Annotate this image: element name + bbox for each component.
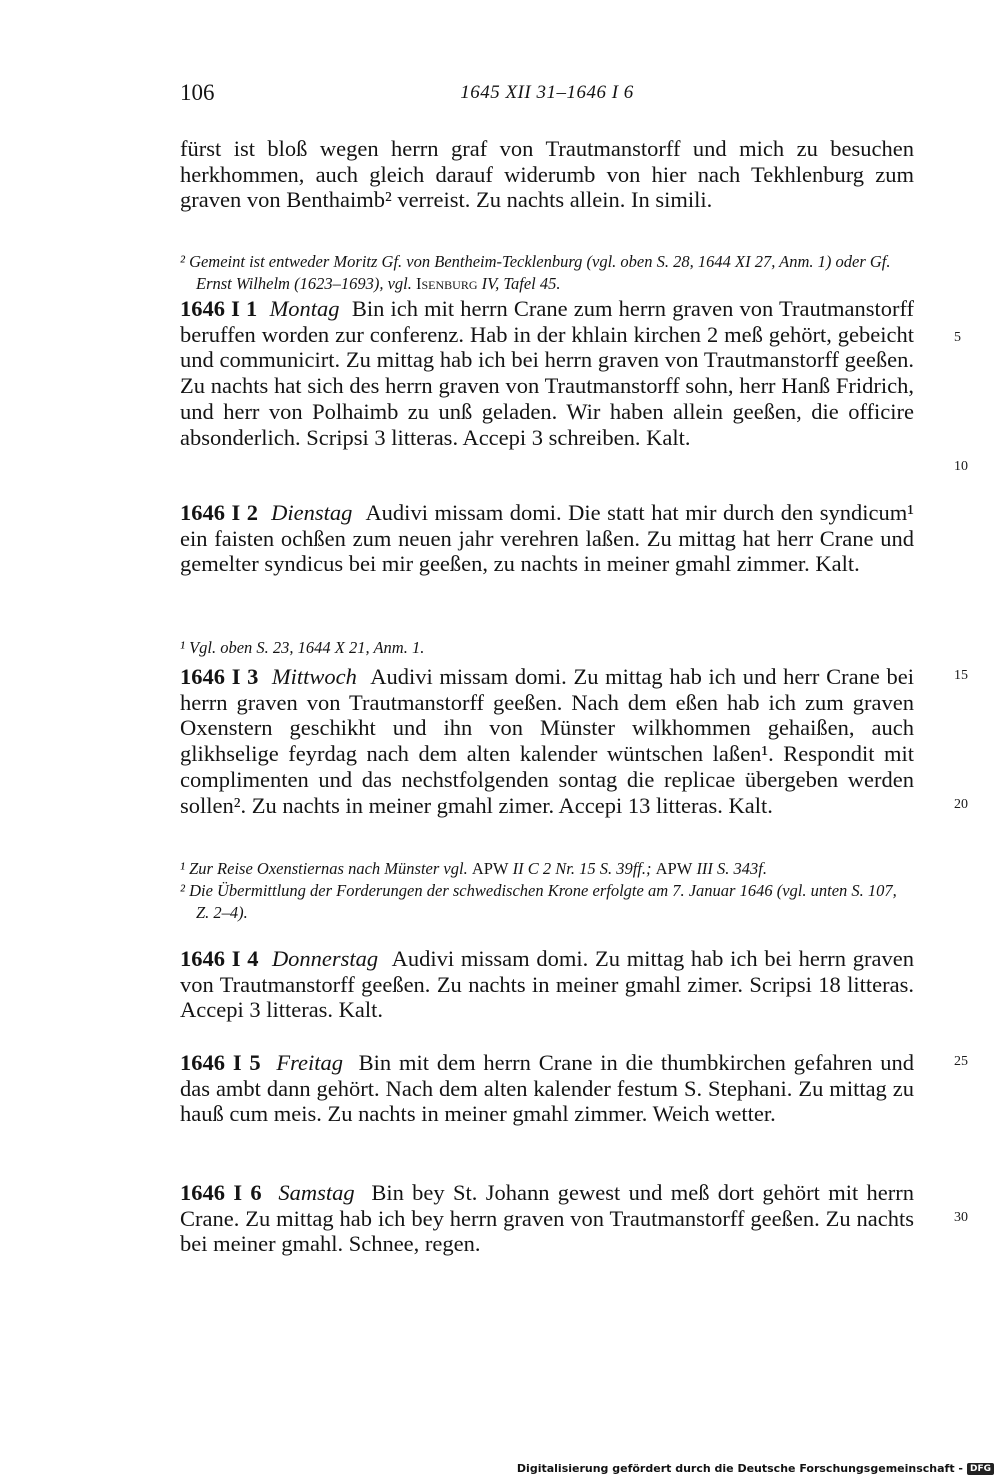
entry-jan-2 [180,500,914,577]
entry-text: Bin ich mit herrn Crane zum herrn graven von Trautmanstorff beruffen worden zur conferenz. Hab in der khlain kirchen 2 meß gehört, gebeicht und communicirt. Zu mittag hab ich bei herrn graven von Trautmanstorff geeßen. Zu nachts hat sich des herrn graven von Trautmanstorff sohn, herr Hanß Fridrich, und herr von Polhaimb zu unß geladen. Wir haben allein geeßen, die officire absonderlich. Scripsi 3 litteras. Accepi 3 schreiben. Kalt. [180,296,915,450]
entry-jan-5 [180,1050,914,1127]
line-number: 15 [954,668,968,683]
entry-day: Donnerstag [271,946,379,971]
entry-date: 1646 I 4 [180,946,259,971]
entry-jan-3 [180,664,914,818]
entry-jan-6 [180,1180,914,1257]
entry-date: 1646 I 5 [180,1050,261,1075]
entry-date: 1646 I 2 [180,500,259,525]
carryover-paragraph: fürst ist bloß wegen herrn graf von Trautmanstorff und mich zu besuchen herkhommen, auch gleich darauf widerumb von hier nach Tekhlenburg zum graven von Benthaimb² verreist. Zu nachts allein. In simili. [180,136,914,213]
entry-jan-1 [180,296,914,450]
footnote-oxenstierna-travel: ¹ Zur Reise Oxenstiernas nach Münster vgl. APW II C 2 Nr. 15 S. 39ff.; APW III S. 343f. [180,859,768,878]
line-number: 30 [954,1210,968,1225]
footnotes-entry-3 [180,858,914,924]
footnote-swedish-demands: ² Die Übermittlung der Forderungen der schwedischen Krone erfolgte am 7. Januar 1646 (vgl. unten S. 107, Z. 2–4). [180,881,897,922]
entry-text: Bin bey St. Johann gewest und meß dort gehört mit herrn Crane. Zu mittag hab ich bey herrn graven von Trautmanstorff geeßen. Zu nachts bei meiner gmahl. Schnee, regen. [180,1180,915,1257]
entry-day: Freitag [276,1050,343,1075]
entry-date: 1646 I 1 [180,296,258,321]
entry-date: 1646 I 6 [180,1180,262,1205]
entry-jan-4 [180,946,914,1023]
footnote-carryover: ² Gemeint ist entweder Moritz Gf. von Bentheim-Tecklenburg (vgl. oben S. 28, 1644 XI 27, Anm. 1) oder Gf. Ernst Wilhelm (1623–1693), vgl. Isenburg IV, Tafel 45. [180,251,891,293]
entry-day: Samstag [278,1180,355,1205]
line-number: 10 [954,459,968,474]
credit-text: Digitalisierung gefördert durch die Deutsche Forschungsgemeinschaft - [516,1462,963,1475]
line-number: 5 [954,330,961,345]
entry-text: Bin mit dem herrn Crane in die thumbkirchen gefahren und das ambt dann gehört. Nach dem alten kalender festum S. Stephani. Zu mittag zu hauß cum meis. Zu nachts in meiner gmahl zimmer. Weich wetter. [180,1050,915,1127]
page-header [180,80,914,112]
entry-day: Dienstag [271,500,353,525]
entry-day: Montag [269,296,340,321]
footnote-entry-2: ¹ Vgl. oben S. 23, 1644 X 21, Anm. 1. [180,637,425,657]
page-number: 106 [180,80,215,105]
entry-text: Audivi missam domi. Zu mittag hab ich bei herrn graven von Trautmanstorff geeßen. Zu nachts in meiner gmahl zimer. Scripsi 18 litteras. Accepi 3 litteras. Kalt. [180,946,914,1023]
entry-date: 1646 I 3 [180,664,259,689]
line-number: 25 [954,1054,968,1069]
entry-day: Mittwoch [271,664,357,689]
running-title: 1645 XII 31–1646 I 6 [460,82,634,103]
entry-text: Audivi missam domi. Die statt hat mir durch den syndicum¹ ein faisten ochßen zum neuen jahr verehren laßen. Zu mittag hat herr Crane und gemelter syndicus bei mir geeßen, zu nachts in meiner gmahl zimmer. Kalt. [180,500,914,577]
line-number: 20 [954,797,968,812]
entry-text: Audivi missam domi. Zu mittag hab ich und herr Crane bei herrn graven von Trautmanstorff geeßen. Nach dem eßen hab ich zum graven Oxenstern geschikht und ihn von Münster wilkhommen gehaißen, auch glikhselige feyrdag nach dem alten kalender wüntschen laßen¹. Respondit mit complimenten und das nechstfolgenden sontag die replicae übergeben werden sollen². Zu nachts in meiner gmahl zimer. Accepi 13 litteras. Kalt. [180,664,915,818]
dfg-logo-icon: DFG [967,1463,994,1475]
digitization-credit [517,1462,994,1475]
